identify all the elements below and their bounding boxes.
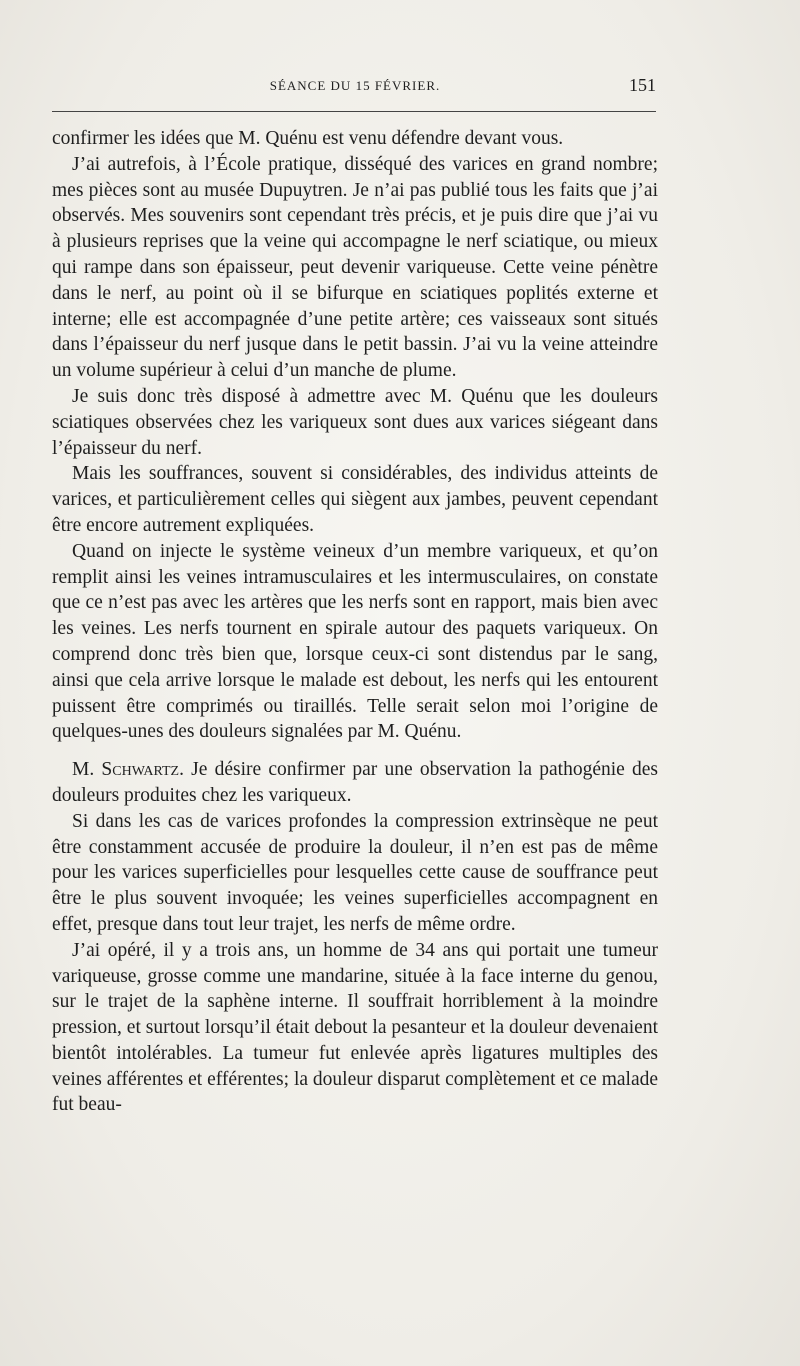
paragraph: J’ai autrefois, à l’École pratique, disséqué des varices en grand nombre; mes pièces sont au musée Dupuytren. Je n’ai pas publié tous les faits que j’ai observés. Mes souvenirs sont cependant très précis, et je puis dire que j’ai vu à plusieurs reprises que la veine qui accompagne le nerf sciatique, ou mieux qui rampe dans son épaisseur, peut devenir variqueuse. Cette veine pénètre dans le nerf, au point où il se bifurque en sciatiques poplités externe et interne; elle est accompagnée d’une petite artère; ces vaisseaux sont situés dans l’épaisseur du nerf jusque dans le petit bassin. J’ai vu la veine atteindre un volume supérieur à celui d’un manche de plume.	[52, 153, 658, 382]
paragraph: J’ai opéré, il y a trois ans, un homme de 34 ans qui portait une tumeur variqueuse, grosse comme une mandarine, située à la face interne du genou, sur le trajet de la saphène interne. Il souffrait horriblement à la moindre pression, et surtout lorsqu’il était debout la pesanteur et la douleur devenaient bientôt intolérables. La tumeur fut enlevée après ligatures multiples des veines afférentes et efférentes; la douleur disparut complètement et ce malade fut beau-	[52, 939, 658, 1116]
speech-text: Je désire confirmer par une observation la pathogénie des douleurs produites chez les variqueux.	[52, 759, 658, 806]
running-title: SÉANCE DU 15 FÉVRIER.	[269, 78, 441, 93]
header-rule	[52, 111, 656, 112]
paragraph: Je suis donc très disposé à admettre avec M. Quénu que les douleurs sciatiques observées chez les variqueux sont dues aux varices siégeant dans l’épaisseur du nerf.	[52, 385, 658, 459]
page-header	[52, 75, 658, 100]
paragraph: Mais les souffrances, souvent si considérables, des individus atteints de varices, et particulièrement celles qui siègent aux jambes, peuvent cependant être encore autrement expliquées.	[52, 463, 658, 536]
paragraph: Quand on injecte le système veineux d’un membre variqueux, et qu’on remplit ainsi les veines intramusculaires et les intermusculaires, on constate que ce n’est pas avec les artères que les nerfs sont en rapport, mais bien avec les veines. Les nerfs tournent en spirale autour des paquets variqueux. On comprend donc très bien que, lorsque ceux-ci sont distendus par le sang, ainsi que cela arrive lorsque le malade est debout, les nerfs qui les entourent puissent être comprimés ou tiraillés. Telle serait selon moi l’origine de quelques-unes des douleurs signalées par M. Quénu.	[52, 540, 658, 743]
body-text	[52, 126, 658, 1118]
page-number: 151	[629, 75, 656, 95]
speaker-name: M. Schwartz.	[72, 759, 184, 781]
speaker-paragraph	[52, 757, 658, 809]
paragraph: confirmer les idées que M. Quénu est venu défendre devant vous.	[52, 128, 564, 149]
paragraph: Si dans les cas de varices profondes la compression extrinsèque ne peut être constamment accusée de produire la douleur, il n’en est pas de même pour les varices superficielles pour lesquelles cette cause de souffrance peut être le plus souvent invoquée; les veines superficielles accompagnent en effet, presque dans tout leur trajet, les nerfs de même ordre.	[52, 810, 658, 935]
